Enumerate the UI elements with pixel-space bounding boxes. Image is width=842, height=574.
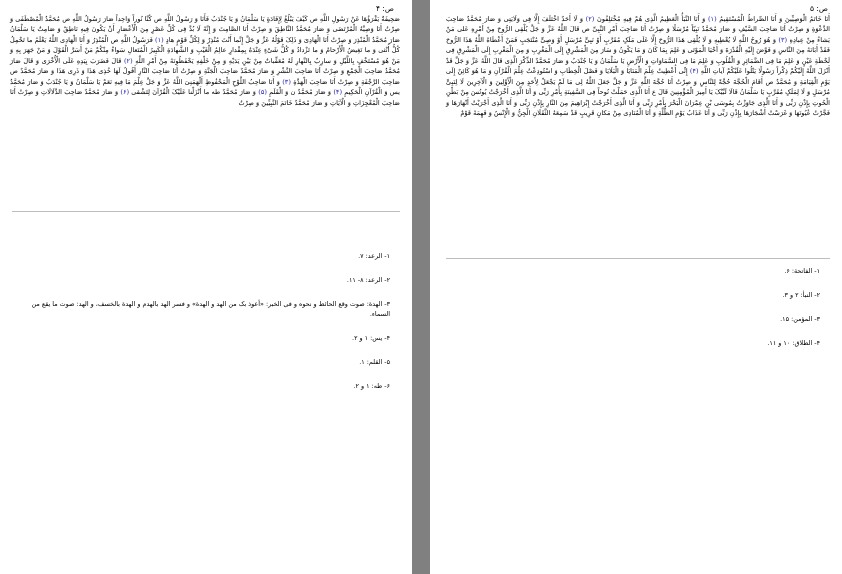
body-text-segment: أَنَا خَاتَمُ الْوَصِیِّینَ وَ أَنَا الصِّراطُ الْمُسْتَقِیمُ: [716, 15, 831, 23]
document-page-right: [430, 0, 842, 574]
footnote-reference-link[interactable]: (۱): [154, 35, 164, 44]
footnote-item: ۳- الهدة: صوت وقع الحائط و نحوه و فی الخبر: «أعوذ بک من الهد و الهدة» و فسر الهد بالهدم و الهدة بالخسف، و الهد: صوت ما یقع من السماء.: [31, 300, 390, 318]
body-text-segment: قَالَ فَضَرَبَ بِیَدِهِ عَلَى الْأُخْرَى وَ قَالَ صَارَ مُحَمَّدٌ صَاحِبَ الْجَمْعِ وَ صِرْتُ أَنَا صَاحِبَ النَّشْرِ وَ صَارَ مُحَمَّدٌ صَاحِبَ الْجَنَّةِ وَ صِرْتُ أَنَا صَاحِبَ النَّارِ أَقُولُ لَهَا خُذِی هَذَا وَ ذَرِی هَذَا وَ صَارَ مُحَمَّدٌ ص صَاحِبَ الرَّجْفَةِ وَ صِرْتُ أَنَا صَاحِبَ الْهَدَّةِ: [10, 56, 401, 86]
footnote-reference-link[interactable]: (۵): [258, 88, 267, 97]
page-body-text: [10, 14, 400, 108]
body-text-segment: وَ هُوَ رُوحُ اللَّهِ لَا یُعْطِیهِ وَ لَا یُلْقِی هَذَا الرُّوحَ إِلَّا عَلَى مَلَکٍ مُقَرَّبٍ أَوْ نَبِیٍّ مُرْسَلٍ أَوْ وَصِیٍّ مُنْتَجَبٍ فَمَنْ أَعْطَاهُ اللَّهُ هَذَا الرُّوحَ فَقَدْ أَبَانَهُ مِنَ النَّاسِ وَ فَوَّضَ إِلَیْهِ الْقُدْرَةَ وَ أَحْیَا الْمَوْتَى وَ عَلِمَ بِمَا کَانَ وَ مَا یَکُونُ وَ سَارَ مِنَ الْمَشْرِقِ إِلَى الْمَغْرِبِ وَ مِنَ الْمَغْرِبِ إِلَى الْمَشْرِقِ فِی لَحْظَةِ عَیْنٍ وَ عَلِمَ مَا فِی الضَّمَائِرِ وَ الْقُلُوبِ وَ عَلِمَ مَا فِی السَّمَاوَاتِ وَ الْأَرْضِ یَا سَلْمَانُ وَ یَا جُنْدَبُ وَ صَارَ مُحَمَّدٌ الذِّکْرَ الَّذِی قَالَ اللَّهُ عَزَّ وَ جَلَّ قَدْ أَنْزَلَ اللَّهُ إِلَیْکُمْ ذِکْراً رَسُولًا یَتْلُوا عَلَیْکُمْ آیاتِ اللَّهِ: [446, 35, 830, 76]
footnotes-list: [446, 266, 820, 362]
footnote-item: ۱- الرعد: ۷.: [358, 252, 390, 260]
body-text-segment: وَ أَنَا النَّبَأُ الْعَظِیمُ الَّذِی هُمْ فِیهِ مُخْتَلِفُونَ: [594, 15, 708, 23]
footnote-item: ۴- الطلاق: ۱۰ و ۱۱.: [767, 339, 820, 347]
footnote-reference-link[interactable]: (۱): [707, 15, 717, 23]
body-text-segment: وَ لَا أَحَدٌ اخْتَلَفَ إِلَّا فِی وَلَایَتِی وَ صَارَ مُحَمَّدٌ صَاحِبَ الدَّعْوَةِ وَ صِرْتُ أَنَا صَاحِبَ السَّیْفِ وَ صَارَ مُحَمَّدٌ نَبِیّاً مُرْسَلًا وَ صِرْتُ أَنَا صَاحِبَ أَمْرِ النَّبِیِّ ص قَالَ اللَّهُ عَزَّ وَ جَلَّ یُلْقِی الرُّوحَ مِنْ أَمْرِهِ عَلى مَنْ یَشاءُ مِنْ عِبادِهِ: [446, 15, 830, 44]
footnote-reference-link[interactable]: (۲): [123, 56, 133, 65]
footnote-item: ۳- المؤمن: ۱۵.: [780, 315, 820, 323]
body-text-segment: إِنِّی أُعْطِیتُ عِلْمَ الْمَنَایَا وَ الْبَلَایَا وَ فَصْلَ الْخِطَابِ وَ اسْتُودِعْتُ عِلْمَ الْقُرْآنِ وَ مَا هُوَ کَائِنٌ إِلَى یَوْمِ الْقِیَامَةِ وَ مُحَمَّدٌ ص أَقَامَ الْحُجَّةَ حُجَّةً لِلنَّاسِ وَ صِرْتُ أَنَا حُجَّةَ اللَّهِ عَزَّ وَ جَلَّ جَعَلَ اللَّهُ لِی مَا لَمْ یَجْعَلْ لِأَحَدٍ مِنَ الْأَوَّلِینَ وَ الْآخِرِینَ لَا لِنَبِیٍّ مُرْسَلٍ وَ لَا لِمَلَکٍ مُقَرَّبٍ یَا سَلْمَانُ قَالَا لَبَّیْکَ یَا أَمِیرَ الْمُؤْمِنِینَ قَالَ ع أَنَا الَّذِی حَمَلْتُ نُوحاً فِی السَّفِینَةِ بِأَمْرِ رَبِّی وَ أَنَا الَّذِی أَخْرَجْتُ یُونُسَ مِنْ بَطْنِ الْحُوتِ بِإِذْنِ رَبِّی وَ أَنَا الَّذِی جَاوَزْتُ بِمُوسَى بْنِ عِمْرَانَ الْبَحْرَ بِأَمْرِ رَبِّی وَ أَنَا الَّذِی أَخْرَجْتُ إِبْرَاهِیمَ مِنَ النَّارِ بِإِذْنِ رَبِّی وَ أَنَا الَّذِی أَجْرَیْتُ أَنْهَارَهَا وَ فَجَّرْتُ عُیُونَهَا وَ غَرَسْتُ أَشْجَارَهَا بِإِذْنِ رَبِّی وَ أَنَا عَذَابُ یَوْمِ الظُّلَّةِ وَ أَنَا الْمُنَادِی مِنْ مَکانٍ قَرِیبٍ قَدْ سَمِعَهُ الثَّقَلَانِ الْجِنُّ وَ الْإِنْسُ وَ فَهِمَهُ قَوْمٌ: [446, 67, 830, 118]
document-page-left: [0, 0, 412, 574]
page-body-text: [446, 14, 830, 119]
footnote-divider: [12, 211, 400, 212]
body-text-segment: وَ صَارَ مُحَمَّدٌ صَاحِبَ الدَّلَالَاتِ وَ صِرْتُ أَنَا صَاحِبَ الْمُعْجِزَاتِ وَ الْآیَاتِ وَ صَارَ مُحَمَّدٌ خَاتَمَ النَّبِیِّینَ وَ صِرْتُ: [10, 88, 400, 107]
body-text-segment: صَحِیفَةٌ یَقْرَؤُهَا عَنْ رَسُولِ اللَّهِ ص کَیْفَ یَبْلُغُ لِإِفَادَةٍ یَا سَلْمَانُ وَ یَا جُنْدَبُ فَأَنَا وَ رَسُولُ اللَّهِ ص کُنَّا نُوراً وَاحِداً صَارَ رَسُولُ اللَّهِ ص مُحَمَّدٌ الْمُصْطَفَى وَ صِرْتُ أَنَا وَصِیَّهُ الْمُرْتَضَى وَ صَارَ مُحَمَّدٌ النَّاطِقَ وَ صِرْتُ أَنَا الصَّامِتَ وَ إِنَّهُ لَا بُدَّ فِی کُلِّ عَصْرٍ مِنَ الْأَعْصَارِ أَنْ یَکُونَ فِیهِ نَاطِقٌ وَ صَامِتٌ یَا سَلْمَانُ صَارَ مُحَمَّدٌ الْمُنْذِرَ وَ صِرْتُ أَنَا الْهَادِیَ وَ ذَلِکَ قَوْلُهُ عَزَّ وَ جَلَّ إِنَّما أَنْتَ مُنْذِرٌ وَ لِکُلِّ قَوْمٍ هادٍ: [10, 15, 400, 44]
body-text-segment: وَ أَنَا صَاحِبُ اللَّوْحِ الْمَحْفُوظِ أَلْهَمَنِیَ اللَّهُ عَزَّ وَ جَلَّ عِلْمَ مَا فِیهِ نَعَمْ یَا سَلْمَانُ وَ یَا جُنْدَبُ وَ صَارَ مُحَمَّدٌ یس وَ الْقُرْآنِ الْحَکِیمِ: [10, 77, 400, 97]
body-text-segment: فَرَسُولُ اللَّهِ ص الْمُنْذِرُ وَ أَنَا الْهَادِی اللَّهُ یَعْلَمُ ما تَحْمِلُ کُلُّ أُنْثى وَ ما تَغِیضُ الْأَرْحامُ وَ ما تَزْدادُ وَ کُلُّ شَیْءٍ عِنْدَهُ بِمِقْدارٍ عالِمُ الْغَیْبِ وَ الشَّهادَةِ الْکَبِیرُ الْمُتَعالِ سَواءٌ مِنْکُمْ مَنْ أَسَرَّ الْقَوْلَ وَ مَنْ جَهَرَ بِهِ وَ مَنْ هُوَ مُسْتَخْفٍ بِاللَّیْلِ وَ سارِبٌ بِالنَّهارِ لَهُ مُعَقِّباتٌ مِنْ بَیْنِ یَدَیْهِ وَ مِنْ خَلْفِهِ یَحْفَظُونَهُ مِنْ أَمْرِ اللَّهِ: [10, 35, 400, 65]
footnote-reference-link[interactable]: (۲): [585, 15, 595, 23]
footnote-divider: [446, 258, 830, 259]
footnote-item: ۱- الفاتحة: ۶.: [784, 267, 820, 275]
body-text-segment: وَ صَارَ مُحَمَّدٌ طه ما أَنْزَلْنا عَلَیْکَ الْقُرْآنَ لِتَشْقى: [129, 88, 259, 97]
footnote-reference-link[interactable]: (۴): [689, 67, 699, 76]
footnote-item: ۵- القلم: ۱.: [359, 358, 390, 366]
footnote-reference-link[interactable]: (۴): [333, 88, 343, 97]
footnote-item: ۶- طه: ۱ و ۲.: [353, 382, 390, 390]
footnote-item: ۲- النبأ: ۲ و ۳.: [782, 291, 820, 299]
footnote-reference-link[interactable]: (۳): [778, 35, 788, 44]
footnote-item: ۲- الرعد: ۸- ۱۱.: [346, 276, 390, 284]
page-number: ص: ۴: [375, 4, 394, 13]
footnote-item: ۴- یس: ۱ و ۲.: [352, 334, 390, 342]
page-number: ص: ۵: [809, 4, 828, 13]
footnote-reference-link[interactable]: (۶): [120, 88, 130, 97]
body-text-segment: وَ صَارَ مُحَمَّدٌ ن وَ الْقَلَمِ: [266, 88, 334, 97]
footnote-reference-link[interactable]: (۳): [282, 77, 291, 86]
footnotes-list: [12, 251, 390, 405]
